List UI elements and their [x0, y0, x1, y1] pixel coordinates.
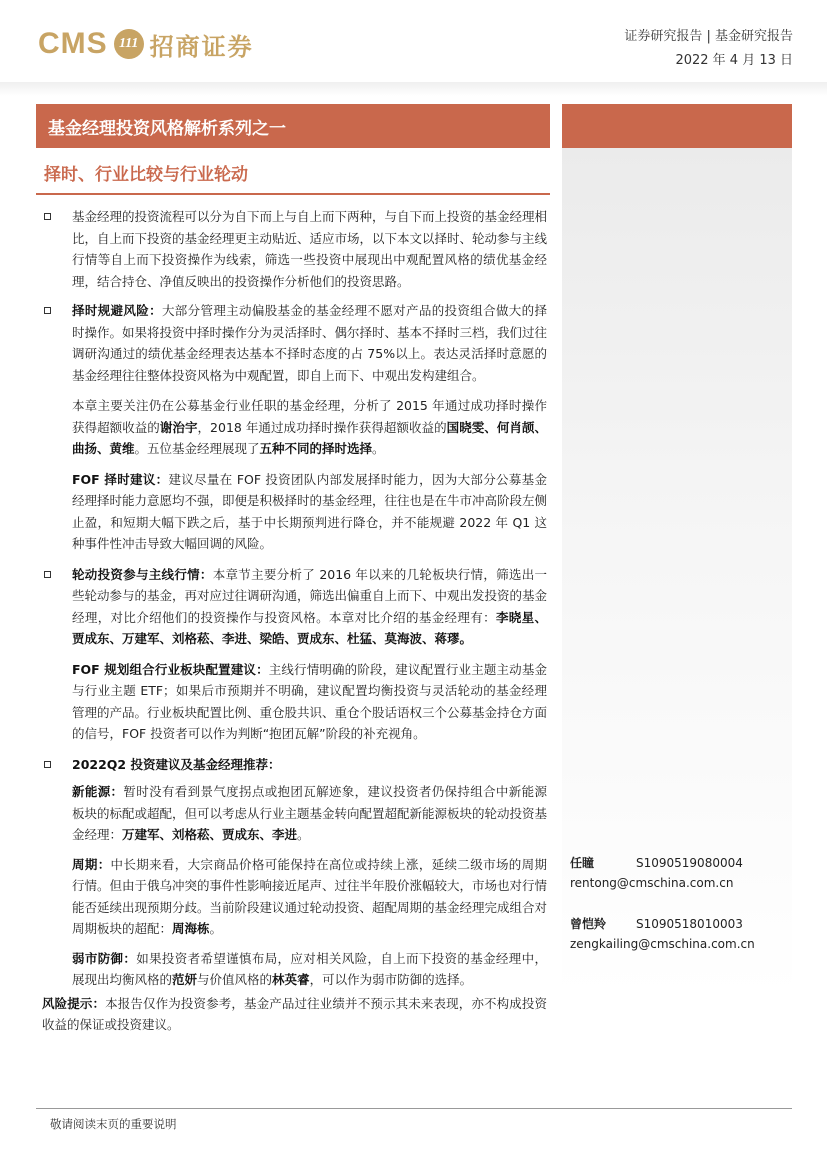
analyst-license: S1090518010003 [636, 917, 743, 931]
analyst-license: S1090519080004 [636, 856, 743, 870]
timing-managers-paragraph: 本章主要关注仍在公募基金行业任职的基金经理，分析了 2015 年通过成功择时操作获得超额收益的谢治宇，2018 年通过成功择时操作获得超额收益的国晓雯、何肖颉、曲扬、黄维。五位基金经理展现了五种不同的择时选择。 [72, 398, 547, 456]
logo-emblem-icon: 111 [114, 29, 144, 59]
summary-paragraph-timing: 择时规避风险：大部分管理主动偏股基金的基金经理不愿对产品的投资组合做大的择时操作。如果将投资中择时操作分为灵活择时、偶尔择时、基本不择时三档，我们过往调研沟通过的绩优基金经理表达基本不择时态度的占 75%以上。表达灵活择时意愿的基金经理往往整体投资风格为中观配置，即自上而下、中观出发构建组合。 [42, 300, 547, 386]
footer-notice: 敬请阅读末页的重要说明 [50, 1117, 177, 1131]
logo-text-cn: 招商证券 [149, 31, 254, 61]
series-title-bar [36, 104, 550, 148]
fof-sector-paragraph: FOF 规划组合行业板块配置建议：主线行情明确的阶段，建议配置行业主题主动基金与行业主题 ETF；如果后市预期并不明确，建议配置均衡投资与灵活轮动的基金经理管理的产品。行业板块配置比例、重仓股共识、重仓个股话语权三个公募基金持仓方面的信号，FOF 投资者可以作为判断“抱团瓦解”阶段的补充视角。 [72, 661, 548, 741]
new-energy-paragraph: 新能源：暂时没有看到景气度拐点或抱团瓦解迹象，建议投资者仍保持组合中新能源板块的标配或超配，但可以考虑从行业主题基金转向配置超配新能源板块的轮动投资基金经理：万建军、刘格菘、贾成东、李进。 [72, 784, 548, 842]
defense-paragraph: 弱市防御：如果投资者希望谨慎布局，应对相关风险，自上而下投资的基金经理中，展现出均衡风格的范妍与价值风格的林英睿，可以作为弱市防御的选择。 [72, 950, 547, 987]
company-logo [38, 24, 254, 64]
header-band [0, 82, 827, 96]
logo-text-latin: CMS [38, 27, 108, 60]
summary-paragraph-recommendation: 2022Q2 投资建议及基金经理推荐： [42, 754, 547, 776]
side-column [562, 148, 792, 1148]
fof-timing-paragraph: FOF 择时建议：建议尽量在 FOF 投资团队内部发展择时能力，因为大部分公募基金经理择时能力意愿均不强，即便是积极择时的基金经理，往往也是在牛市冲高阶段左侧止盈，和短期大幅下跌之后，基于中长期预判进行降仓，并不能规避 2022 年 Q1 这种事件性冲击导致大幅回调的风险。 [72, 471, 548, 551]
footer-divider [36, 1108, 792, 1109]
report-type: 证券研究报告 | 基金研究报告 [624, 29, 793, 44]
risk-warning: 风险提示：本报告仅作为投资参考，基金产品过往业绩并不预示其未来表现，亦不构成投资收益的保证或投资建议。 [42, 995, 547, 1032]
subtitle-divider [36, 193, 550, 195]
side-title-bar [562, 104, 792, 148]
report-subtitle: 择时、行业比较与行业轮动 [44, 165, 248, 185]
page-header [0, 0, 827, 80]
analyst-name: 任瞳 [570, 856, 595, 870]
report-date: 2022 年 4 月 13 日 [675, 53, 793, 68]
analyst-name: 曾恺羚 [570, 917, 607, 931]
analyst-card [570, 915, 755, 951]
analyst-card [570, 854, 743, 890]
analyst-email[interactable]: rentong@cmschina.com.cn [570, 876, 734, 890]
series-title: 基金经理投资风格解析系列之一 [48, 118, 286, 139]
summary-paragraph-rotation: 轮动投资参与主线行情：本章节主要分析了 2016 年以来的几轮板块行情，筛选出一些轮动参与的基金，再对应过往调研沟通，筛选出偏重自上而下、中观出发投资的基金经理，对比介绍他们的投资操作与投资风格。本章对比介绍的基金经理有：李晓星、贾成东、万建军、刘格菘、李进、梁皓、贾成东、杜猛、莫海波、蒋璆。 [42, 564, 547, 650]
analyst-email[interactable]: zengkailing@cmschina.com.cn [570, 937, 755, 951]
summary-body [42, 202, 547, 1036]
cycle-paragraph: 周期：中长期来看，大宗商品价格可能保持在高位或持续上涨，延续二级市场的周期行情。但由于俄乌冲突的事件性影响接近尾声、过往半年股价涨幅较大，市场也对行情能否延续出现预期分歧。当前阶段建议通过轮动投资、超配周期的基金经理完成组合对周期板块的超配：周海栋。 [72, 856, 548, 936]
summary-paragraph-1: 基金经理的投资流程可以分为自下而上与自上而下两种，与自下而上投资的基金经理相比，自上而下投资的基金经理更主动贴近、适应市场，以下本文以择时、轮动参与主线行情等自上而下投资操作为线索，筛选一些投资中展现出中观配置风格的绩优基金经理，结合持仓、净值反映出的投资操作分析他们的投资思路。 [42, 206, 547, 292]
